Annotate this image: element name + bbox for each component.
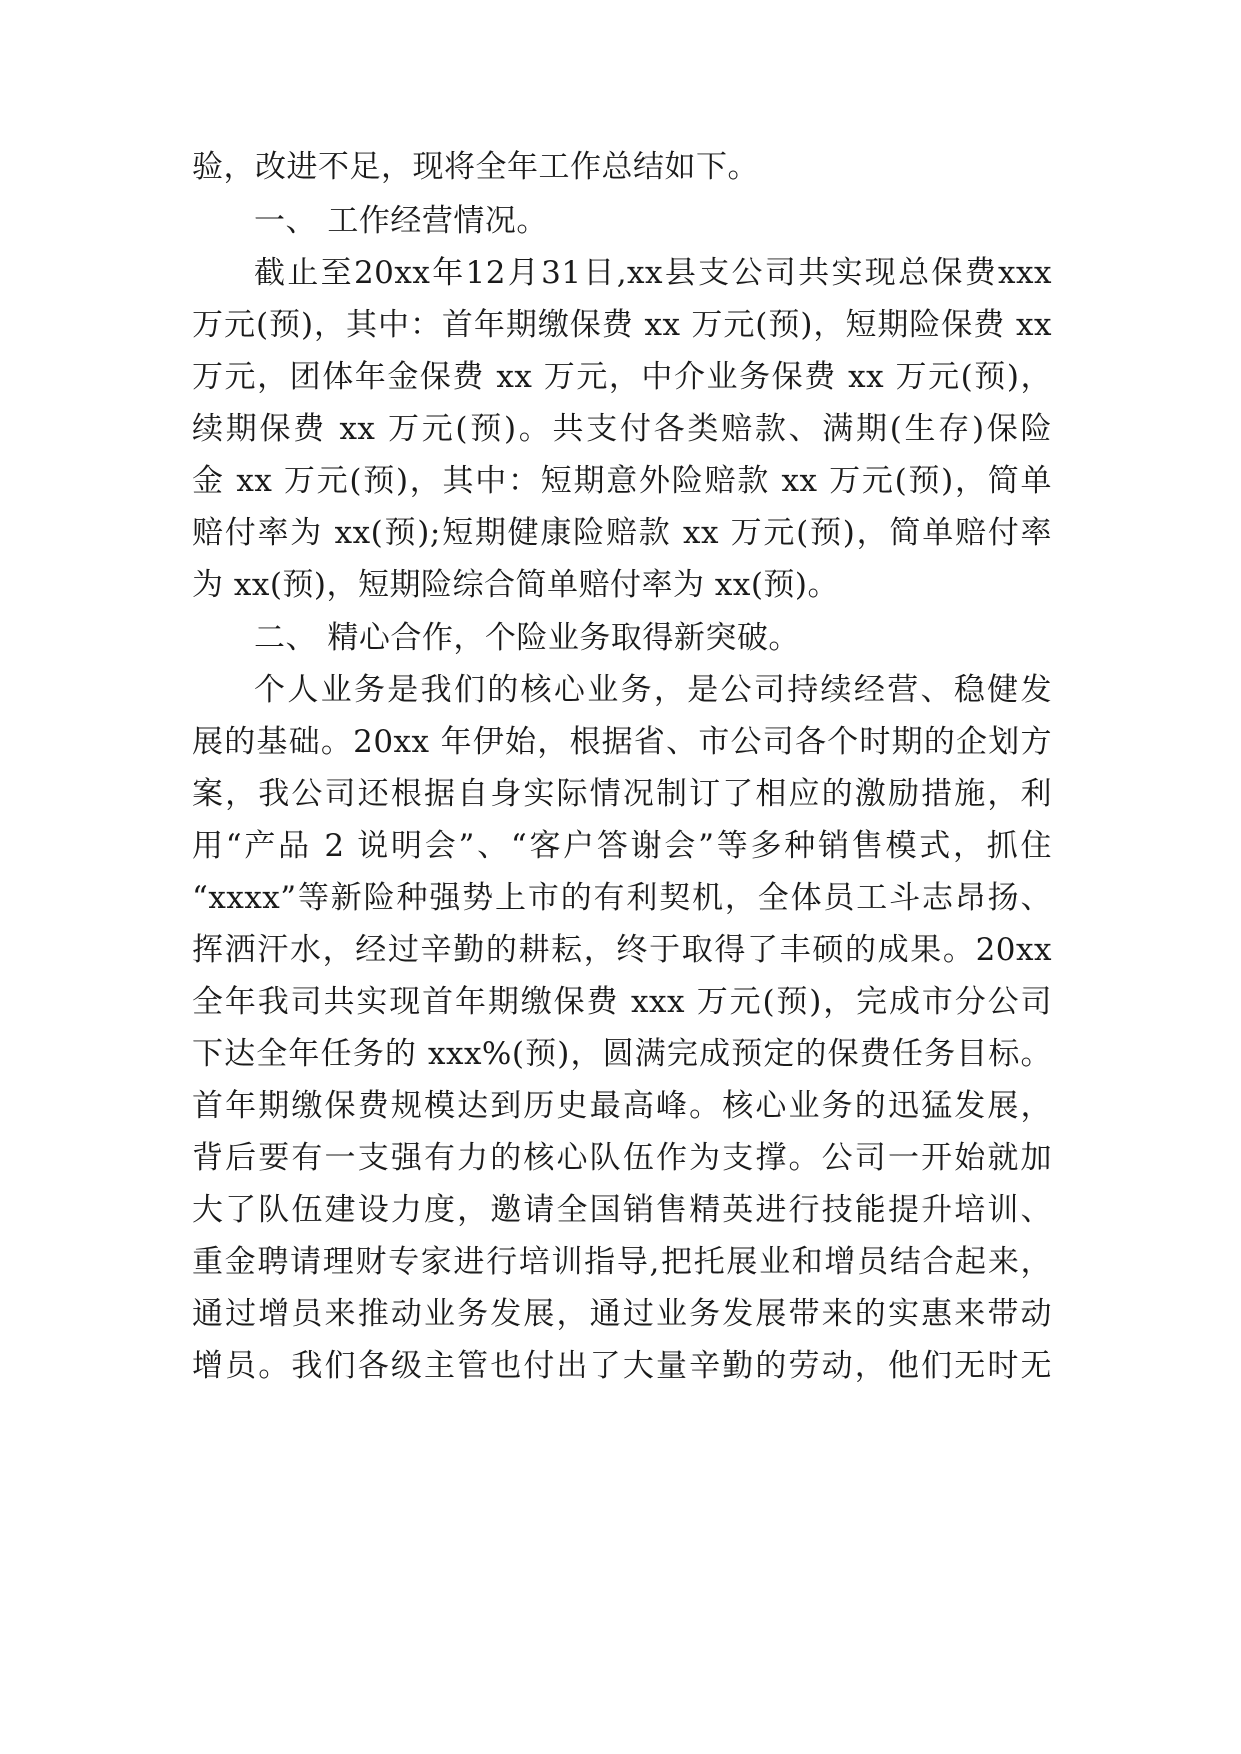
- body-line: 重金聘请理财专家进行培训指导,把托展业和增员结合起来，: [192, 1244, 1052, 1280]
- body-line: “xxxx”等新险种强势上市的有利契机，全体员工斗志昂扬、: [192, 880, 1052, 916]
- body-line: 全年我司共实现首年期缴保费 xxx 万元(预)，完成市分公司: [192, 984, 1052, 1020]
- body-line: 下达全年任务的 xxx%(预)，圆满完成预定的保费任务目标。: [192, 1036, 1052, 1072]
- body-line: 用“产品 2 说明会”、“客户答谢会”等多种销售模式，抓住: [192, 828, 1052, 864]
- body-line: 通过增员来推动业务发展，通过业务发展带来的实惠来带动: [192, 1296, 1052, 1332]
- body-line: 背后要有一支强有力的核心队伍作为支撑。公司一开始就加: [192, 1140, 1052, 1176]
- body-line: 个人业务是我们的核心业务，是公司持续经营、稳健发: [254, 672, 1052, 708]
- section-heading-2: 二、 精心合作，个险业务取得新突破。: [254, 620, 800, 656]
- body-line: 挥洒汗水，经过辛勤的耕耘，终于取得了丰硕的成果。20xx: [192, 932, 1052, 968]
- body-line: 首年期缴保费规模达到历史最高峰。核心业务的迅猛发展，: [192, 1088, 1052, 1124]
- body-line: 万元(预)，其中：首年期缴保费 xx 万元(预)，短期险保费 xx: [192, 307, 1052, 343]
- body-line: 赔付率为 xx(预);短期健康险赔款 xx 万元(预)，简单赔付率: [192, 515, 1052, 551]
- section-heading-1: 一、 工作经营情况。: [254, 203, 548, 239]
- body-line: 验，改进不足，现将全年工作总结如下。: [192, 149, 759, 185]
- body-line: 案，我公司还根据自身实际情况制订了相应的激励措施，利: [192, 776, 1052, 812]
- body-line: 万元，团体年金保费 xx 万元，中介业务保费 xx 万元(预)，: [192, 359, 1052, 395]
- body-line: 增员。我们各级主管也付出了大量辛勤的劳动，他们无时无: [192, 1348, 1052, 1384]
- body-line: 展的基础。20xx 年伊始，根据省、市公司各个时期的企划方: [192, 724, 1052, 760]
- body-line: 金 xx 万元(预)，其中：短期意外险赔款 xx 万元(预)，简单: [192, 463, 1052, 499]
- body-line: 大了队伍建设力度，邀请全国销售精英进行技能提升培训、: [192, 1192, 1052, 1228]
- body-line: 为 xx(预)，短期险综合简单赔付率为 xx(预)。: [192, 567, 840, 603]
- body-line: 续期保费 xx 万元(预)。共支付各类赔款、满期(生存)保险: [192, 411, 1052, 447]
- body-line: 截止至20xx年12月31日,xx县支公司共实现总保费xxx: [254, 255, 1052, 291]
